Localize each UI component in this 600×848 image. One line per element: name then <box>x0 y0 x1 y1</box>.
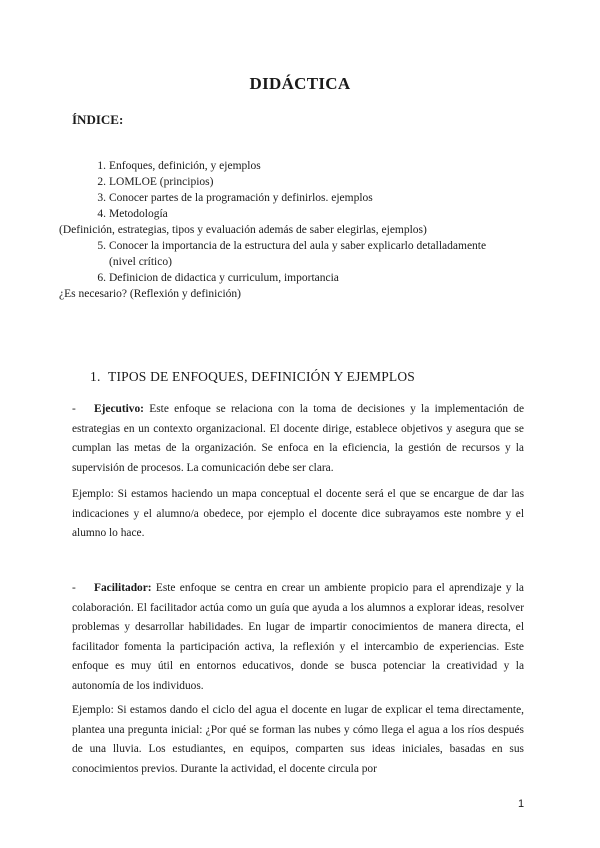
term-ejecutivo: Ejecutivo: <box>94 403 144 415</box>
toc-item <box>72 238 532 254</box>
bullet-dash: - <box>72 403 76 415</box>
toc-item-text: Enfoques, definición, y ejemplos <box>109 160 261 172</box>
toc-item-number: 5. <box>97 240 106 252</box>
section-number: 1. <box>90 369 101 384</box>
index-label: ÍNDICE: <box>72 112 124 127</box>
toc-item-text: Conocer la importancia de la estructura del aula y saber explicarlo detalladamente <box>109 240 487 252</box>
toc-item-number: 4. <box>97 208 106 220</box>
page-number: 1 <box>518 798 525 810</box>
toc-continuation <box>72 254 532 270</box>
term-facilitador: Facilitador: <box>94 582 152 594</box>
toc-item-number: 3. <box>97 192 106 204</box>
toc-item-text: LOMLOE (principios) <box>109 176 214 188</box>
toc-item-text: Definicion de didactica y curriculum, importancia <box>109 272 339 284</box>
toc-item <box>72 158 532 174</box>
toc-item-text: Conocer partes de la programación y definirlos. ejemplos <box>109 192 373 204</box>
toc-continuation-text: (nivel crítico) <box>109 256 172 268</box>
toc-item-number: 1. <box>97 160 106 172</box>
paragraph-ejecutivo <box>72 400 524 478</box>
ejecutivo-definition: Este enfoque se relaciona con la toma de decisiones y la implementación de estrategias en un contexto organizacional. El docente dirige, establece objetivos y asegura que se cumplan las metas de la organización. Se enfoca en la eficiencia, la gestión de recursos y la supervisión de procesos. La comunicación debe ser clara. <box>72 403 524 474</box>
section-title: TIPOS DE ENFOQUES, DEFINICIÓN Y EJEMPLOS <box>108 369 416 384</box>
toc-item <box>72 206 532 222</box>
toc-subline-text: (Definición, estrategias, tipos y evaluación además de saber elegirlas, ejemplos) <box>59 224 427 236</box>
toc-subline <box>59 222 532 238</box>
paragraph-ejecutivo-example: Ejemplo: Si estamos haciendo un mapa conceptual el docente será el que se encargue de dar las indicaciones y el alumno/a obedece, por ejemplo el docente dice subrayamos este nombre y el alumno lo hace. <box>72 488 524 539</box>
toc-item <box>72 190 532 206</box>
toc-subline <box>59 286 532 302</box>
bullet-dash: - <box>72 582 76 594</box>
facilitador-definition: Este enfoque se centra en crear un ambiente propicio para el aprendizaje y la colaboración. El facilitador actúa como un guía que ayuda a los alumnos a explorar ideas, resolver problemas y desarrollar habilidades. En lugar de impartir conocimientos de manera directa, el facilitador fomenta la participación activa, la reflexión y el intercambio de experiencias. Este enfoque es muy útil en entornos educativos, donde se busca potenciar la creatividad y la autonomía de los individuos. <box>72 582 524 692</box>
toc-item-number: 6. <box>97 272 106 284</box>
toc-item-text: Metodología <box>109 208 168 220</box>
document-title: DIDÁCTICA <box>249 74 351 93</box>
toc-subline-text: ¿Es necesario? (Reflexión y definición) <box>59 288 242 300</box>
toc-item-number: 2. <box>97 176 106 188</box>
toc-item <box>72 174 532 190</box>
toc-item <box>72 270 532 286</box>
paragraph-facilitador-example: Ejemplo: Si estamos dando el ciclo del agua el docente en lugar de explicar el tema directamente, plantea una pregunta inicial: ¿Por qué se forman las nubes y cómo llega el agua a los ríos después de una lluvia. Los estudiantes, en equipos, comparten sus ideas iniciales, basadas en sus conocimientos previos. Durante la actividad, el docente circula por <box>72 704 524 775</box>
table-of-contents <box>59 158 532 302</box>
paragraph-facilitador <box>72 579 524 696</box>
